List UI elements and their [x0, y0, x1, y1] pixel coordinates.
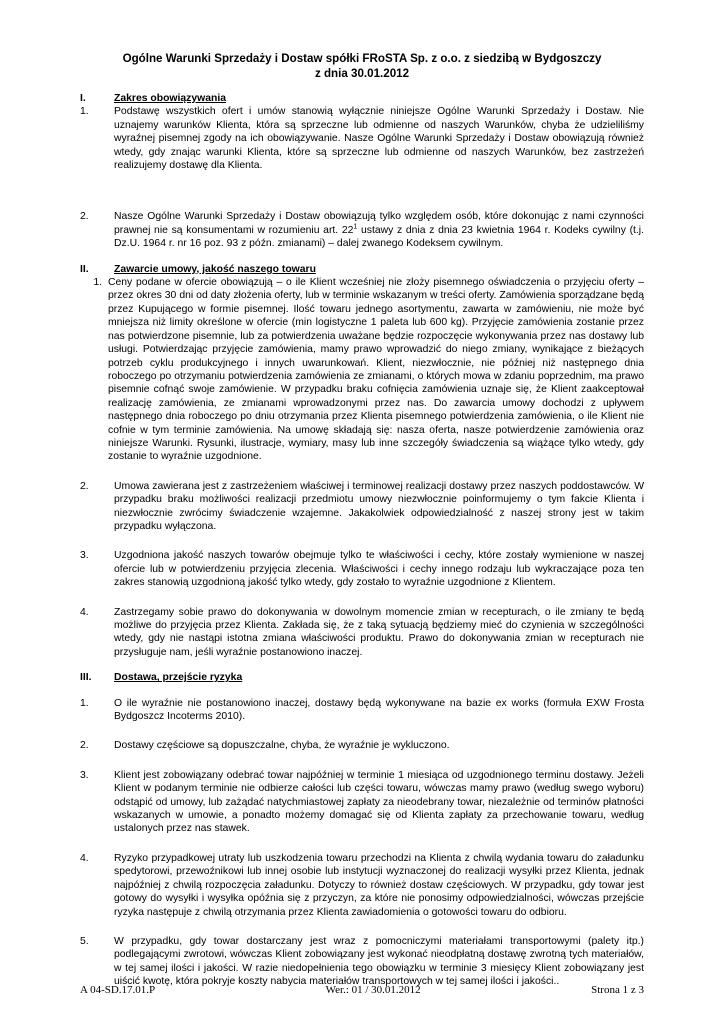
page-footer [80, 984, 644, 996]
item-text: Zastrzegamy sobie prawo do dokonywania w dowolnym momencie zmian w recepturach, o ile zmiany te będą możliwe do przyjęcia przez Klienta. Zakłada się, że z taką sytuacją będziemy mieć do czynienia w szczególności wtedy, gdy nie nastąpi istotna zmiana właściwości produktu. Prawo do dokonywania zmian w recepturach nie przysługuje nam, jeśli wyraźnie postanowiono inaczej. [114, 606, 644, 658]
item-text: Umowa zawierana jest z zastrzeżeniem właściwej i terminowej realizacji dostawy przez naszych poddostawców. W przypadku braku możliwości realizacji przedmiotu umowy niezwłocznie poinformujemy o tym fakcie Klienta i niezwłocznie zwrócimy świadczenie wzajemne. Jakakolwiek odpowiedzialność z naszej strony jest w takim przypadku wyłączona. [114, 480, 644, 532]
document-code: A 04-SD.17.01.P [80, 984, 156, 996]
section-2-title: Zawarcie umowy, jakość naszego towaru [114, 263, 316, 275]
section-3-item-3 [80, 769, 644, 836]
item-number: 4. [80, 606, 89, 618]
item-text: O ile wyraźnie nie postanowiono inaczej, dostawy będą wykonywane na bazie ex works (formuła EXW Frosta Bydgoszcz Incoterms 2010). [114, 697, 644, 723]
section-2-item-2 [80, 480, 644, 534]
section-3-item-4 [80, 852, 644, 919]
item-text: Podstawę wszystkich ofert i umów stanowią wyłącznie niniejsze Ogólne Warunki Sprzedaży i Dostaw. Nie uznajemy warunków Klienta, która są sprzeczne lub odmienne od naszych Warunków, chyba że udzieliliśmy wyraźnej pisemnej zgody na ich obowiązywanie. Nasze Ogólne Warunki Sprzedaży i Dostaw obowiązują również wtedy, gdy znając warunki Klienta, które są sprzeczne lub odmienne od naszych Warunków, bez zastrzeżeń realizujemy dostawę dla Klienta. [114, 106, 644, 172]
item-text: W przypadku, gdy towar dostarczany jest wraz z pomocniczymi materiałami transportowymi (palety itp.) podlegającymi zwrotowi, wówczas Klient zobowiązany jest wykonać nieodpłatną dostawę zwrotną tych materiałów, w tej samej ilości i jakości. W razie niedopełnienia tego obowiązku w terminie 3 miesięcy Klient zobowiązany jest uiścić kwotę, która pokryje koszty nabycia materiałów transportowych w tej samej ilości i jakości.. [114, 935, 644, 988]
footnote-superscript: 1 [353, 223, 358, 231]
title-line-2: z dnia 30.01.2012 [314, 67, 410, 80]
section-1-heading [80, 92, 644, 105]
title-line-1: Ogólne Warunki Sprzedaży i Dostaw spółki FRoSTA Sp. z o.o. z siedzibą w Bydgoszczy [122, 52, 602, 65]
section-3-item-2 [80, 739, 644, 752]
section-3-item-5 [80, 935, 644, 989]
section-1-item-1 [80, 105, 644, 172]
item-text: Ryzyko przypadkowej utraty lub uszkodzenia towaru przechodzi na Klienta z chwilą wydania towaru do załadunku spedytorowi, przewoźnikowi lub innej osobie lub instytucji wyznaczonej do realizacji wysyłki przez Klienta, jednak najpóźniej z chwilą rozpoczęcia załadunku. Dotyczy to również dostaw częściowych. W przypadku, gdy towar jest gotowy do wysyłki i wysyłka opóźnia się z przyczyn, za które nie ponosimy odpowiedzialności, wówczas przejście ryzyka następuje z chwilą otrzymania przez Klienta zawiadomienia o gotowości towaru do odbioru. [114, 852, 644, 918]
item-text: Nasze Ogólne Warunki Sprzedaży i Dostaw obowiązują tylko względem osób, które dokonując z nami czynności prawnej nie są konsumentami w rozumieniu art. $22^1$ ustawy z dnia z dnia 23 kwietnia 1964 r. Kodeks cywilny (t.j. Dz.U. 1964 r. nr 16 poz. 93 z późn. zmianami) – dalej zwanego Kodeksem cywilnym. [114, 211, 645, 250]
item-number: 5. [80, 935, 89, 947]
document-title [80, 51, 644, 81]
page-number: Strona 1 z 3 [591, 984, 644, 996]
section-1-item-2 [80, 210, 644, 250]
section-2-number: II. [80, 263, 89, 275]
section-2-item-1 [80, 276, 644, 464]
item-number: 3. [80, 550, 89, 562]
item-text: Ceny podane w ofercie obowiązują – o ile Klient wcześniej nie złoży pisemnego oświadczenia o przyjęciu oferty – przez okres 30 dni od daty złożenia oferty, lub w terminie wskazanym w treści oferty. Zamówienia sporządzane będą przez Kupującego w formie pisemnej. Ilość towaru jednego asortymentu, zawarta w zamówieniu, nie może być mniejsza niż limity określone w ofercie (min logistyczne 1 paleta lub 600 kg). Przyjęcie zamówienia zostanie przez nas potwierdzone pisemnie, lub za potwierdzenia uważane będzie rozpoczęcie wykonywania przez nas dostawy lub usługi. Potwierdzając przyjęcie zamówienia, mamy prawo wprowadzić do niego zmiany, wynikające z bieżących potrzeb cyklu produkcyjnego i innych uwarunkowań. Klient, niezwłocznie, nie później niż następnego dnia roboczego po otrzymaniu potwierdzenia zamówienia ze zmianami, o których mowa w zdaniu poprzednim, ma prawo pisemnie cofnąć swoje zamówienie. W przypadku braku cofnięcia zamówienia uznaje się, że Klient zaakceptował realizację zamówienia, ze zmianami wprowadzonymi przez nas. Do zawarcia umowy dochodzi z upływem następnego dnia roboczego po dniu otrzymania przez Klienta pisemnego potwierdzenia zamówienia, o ile Klient nie cofnie w tym terminie zamówienia. Na umowę składają się: nasza oferta, nasze potwierdzenie zamówienia oraz niniejsze Warunki. Rysunki, ilustracje, wymiary, masy lub inne szczegóły świadczenia są wiążące tylko wtedy, gdy zostanie to wyraźnie uzgodnione. [108, 277, 644, 463]
section-1-title: Zakres obowiązywania [114, 93, 227, 104]
section-3-heading [80, 671, 644, 684]
document-body [80, 92, 644, 989]
section-2-heading [80, 263, 644, 276]
document-version: Wer.: 01 / 30.01.2012 [325, 984, 421, 996]
item-number: 3. [80, 769, 89, 781]
item-number: 4. [80, 852, 89, 864]
item-number: 1. [80, 106, 89, 118]
section-3-title: Dostawa, przejście ryzyka [114, 672, 243, 684]
section-2-item-4 [80, 606, 644, 660]
section-1-number: I. [80, 93, 86, 104]
item-number: 2. [80, 211, 89, 223]
section-3-item-1 [80, 697, 644, 724]
item-number: 2. [80, 480, 89, 492]
item-text: Uzgodniona jakość naszych towarów obejmuje tylko te właściwości i cechy, które zostały wymienione w naszej ofercie lub w potwierdzeniu przyjęcia zlecenia. Właściwości i cechy innego rodzaju lub wykraczające poza ten zakres stanowią uzgodnioną jakość tylko wtedy, gdy zostało to wyraźnie uzgodnione z Klientem. [114, 550, 644, 589]
item-number: 1. [80, 697, 89, 709]
item-text: Dostawy częściowe są dopuszczalne, chyba, że wyraźnie je wykluczono. [114, 740, 450, 752]
item-number: 1. [93, 277, 102, 289]
item-text: Klient jest zobowiązany odebrać towar najpóźniej w terminie 1 miesiąca od uzgodnionego terminu dostawy. Jeżeli Klient w podanym terminie nie odbierze całości lub części towaru, wówczas mamy prawo (według swego wyboru) odstąpić od umowy, lub zażądać natychmiastowej zapłaty za nieodebrany towar, niezależnie od terminów płatności wskazanych w umowie, a ponadto możemy domagać się od Klienta zapłaty za przechowanie towaru, według ustalonych przez nas stawek. [114, 769, 644, 835]
section-2-item-3 [80, 549, 644, 589]
section-3-number: III. [80, 672, 92, 684]
item-number: 2. [80, 740, 89, 752]
